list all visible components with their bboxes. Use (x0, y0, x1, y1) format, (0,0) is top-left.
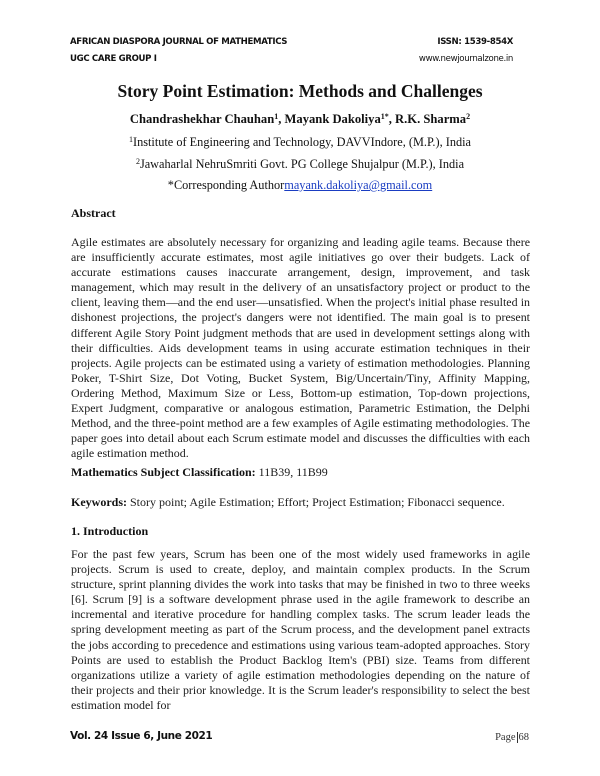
affil-mark: 2 (135, 157, 140, 166)
author-name: Mayank Dakoliya (284, 112, 381, 126)
msc-value: 11B39, 11B99 (255, 465, 328, 479)
keywords-label: Keywords: (71, 495, 127, 509)
author-list (0, 112, 600, 127)
affil-text: Jawaharlal NehruSmriti Govt. PG College Shujalpur (M.P.), India (139, 157, 465, 171)
author-name: R.K. Sharma (395, 112, 467, 126)
journal-name: AFRICAN DIASPORA JOURNAL OF MATHEMATICS (70, 37, 288, 47)
affil-text: Institute of Engineering and Technology, DAVVIndore, (M.P.), India (132, 135, 472, 149)
email-link[interactable]: mayank.dakoliya@gmail.com (284, 178, 433, 192)
ugc-group: UGC CARE GROUP I (70, 54, 157, 64)
keywords-line (71, 495, 505, 510)
affil-mark: 1 (128, 135, 133, 144)
msc-label: Mathematics Subject Classification: (71, 465, 256, 479)
page-divider (517, 732, 518, 743)
abstract-text: Agile estimates are absolutely necessary for organizing and leading agile teams. Because there are insufficiently accurate estimates, most agile initiatives go over their budgets. Lack of accurate estimations causes inaccurate arrangement, design, improvement, and task management, which may result in the delivery of an unsatisfactory project or product to the client, leaving them—and the end user—unsatisfied. When the project's initial phase resulted in dishonest projections, the project's dangers were not identified. The main goal is to present different Agile Story Point judgment methods that are used in development settings along with their difficulties. Aids development teams in using accurate estimation techniques in their projects. Agile projects can be estimated using a variety of estimation methodologies. Planning Poker, T-Shirt Size, Dot Voting, Bucket System, Big/Uncertain/Tiny, Affinity Mapping, Ordering Method, Maximum Size or Less, Bottom-up estimation, Top-down projections, Expert Judgment, comparative or analogous estimation, Parametric Estimation, the Delphi Method, and the three-point method are a few examples of Agile estimating methodologies. The paper goes into detail about each Scrum estimate model and discusses the difficulties with each agile estimation method. (71, 235, 530, 461)
author-affil-mark: 1 (274, 112, 279, 121)
corresponding-author (0, 178, 600, 193)
author-name: Chandrashekhar Chauhan (129, 112, 275, 126)
page-number-value: 68 (518, 732, 529, 743)
issn: ISSN: 1539-854X (437, 37, 513, 47)
page-label: Page (495, 732, 516, 743)
abstract-heading: Abstract (71, 206, 116, 220)
msc-line (71, 465, 328, 480)
page-number (495, 732, 529, 743)
paper-title: Story Point Estimation: Methods and Challenges (117, 81, 483, 101)
author-affil-mark: 2 (466, 112, 471, 121)
affiliation-2 (0, 157, 600, 172)
author-affil-mark: 1* (380, 112, 389, 121)
volume-issue: Vol. 24 Issue 6, June 2021 (70, 730, 213, 742)
introduction-heading: 1. Introduction (71, 524, 149, 538)
author-separator: , (278, 112, 285, 126)
introduction-text: For the past few years, Scrum has been one of the most widely used frameworks in agile projects. Scrum is used to create, deploy, and maintain complex products. In the Scrum structure, sprint planning divides the work into tasks that may be finished in two to three weeks [6]. Scrum [9] is a software development phrase used in the agile framework to describe an incremental and iterative procedure for handling complex tasks. The scrum leader leads the spring development meeting as part of the Scrum process, and the development panel extracts the jobs according to precedence and estimations using various team-adopted approaches. Story Points are used to establish the Product Backlog Item's (PBI) size. Teams from different organizations utilize a variety of agile estimation methodologies depending on the nature of their projects and their prior knowledge. It is the Scrum leader's responsibility to select the best estimation model for (71, 547, 530, 712)
affiliation-1 (0, 135, 600, 150)
author-separator: , (388, 112, 396, 126)
corresponding-label: *Corresponding Author (167, 178, 285, 192)
journal-website: www.newjournalzone.in (418, 54, 513, 64)
keywords-value: Story point; Agile Estimation; Effort; Project Estimation; Fibonacci sequence. (127, 495, 505, 509)
